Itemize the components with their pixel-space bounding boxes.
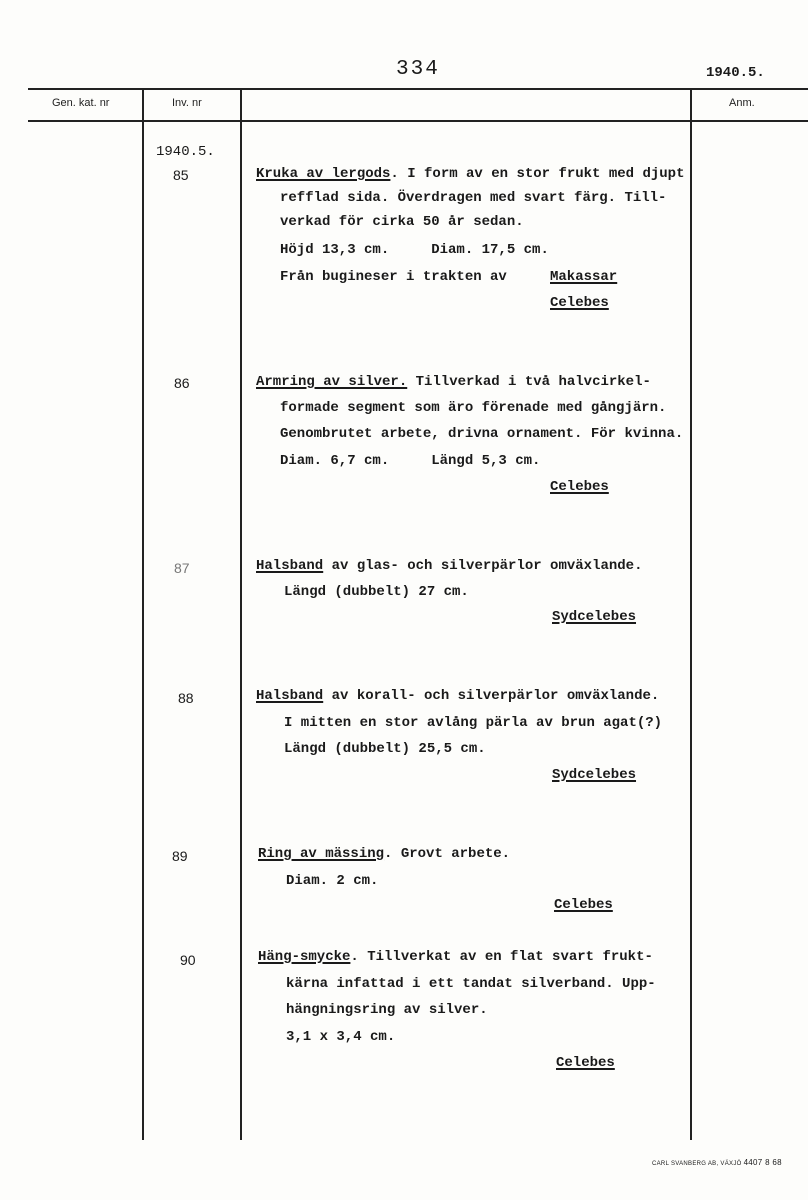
column-header-anm: Anm. — [729, 97, 755, 109]
entry-line: hängningsring av silver. — [286, 1002, 488, 1018]
inventory-number: 86 — [174, 375, 190, 391]
column-header-inv-nr: Inv. nr — [172, 97, 202, 109]
form-code: 4407 8 68 — [743, 1158, 782, 1167]
inventory-number: 85 — [173, 167, 189, 183]
printer-name: CARL SVANBERG AB, VÄXJÖ — [652, 1161, 742, 1167]
entry-line: formade segment som äro förenade med gångjärn. — [280, 400, 667, 416]
entry-line: Höjd 13,3 cm. Diam. 17,5 cm. — [280, 242, 549, 258]
inventory-number: 89 — [172, 848, 188, 864]
entry-region: Sydcelebes — [552, 609, 637, 625]
entry-title-line — [256, 555, 642, 578]
entry-line: verkad för cirka 50 år sedan. — [280, 214, 524, 230]
series-label: 1940.5. — [156, 144, 215, 160]
entry-title-rest: . I form av en stor frukt med djupt — [390, 166, 685, 182]
entry-title: Halsband — [256, 688, 324, 704]
page-number: 334 — [396, 58, 440, 81]
entry-title-line — [258, 843, 510, 866]
entry-title: Häng-smycke — [258, 949, 351, 965]
entry-title-line — [256, 371, 651, 394]
entry-line: Längd (dubbelt) 27 cm. — [284, 584, 469, 600]
entry-line: Diam. 2 cm. — [286, 873, 379, 889]
entry-title-line — [256, 685, 659, 708]
entry-line: kärna infattad i ett tandat silverband. Upp- — [286, 976, 656, 992]
entry-title-line — [256, 163, 684, 186]
entry-title-line — [258, 946, 653, 969]
entry-title-rest: av glas- och silverpärlor omväxlande. — [323, 558, 643, 574]
entry-place: Makassar — [550, 269, 618, 285]
entry-region: Celebes — [556, 1055, 615, 1071]
entry-line: Genombrutet arbete, drivna ornament. För kvinna. — [280, 426, 684, 442]
column-divider-3 — [690, 88, 692, 1140]
page-year: 1940.5. — [706, 65, 765, 81]
printer-imprint — [652, 1158, 782, 1167]
column-header-gen-kat-nr: Gen. kat. nr — [52, 97, 110, 109]
entry-line: I mitten en stor avlång pärla av brun agat(?) — [284, 715, 663, 731]
entry-region: Celebes — [550, 295, 609, 311]
entry-title-rest: . Tillverkat av en flat svart frukt- — [350, 949, 653, 965]
column-divider-2 — [240, 88, 242, 1140]
entry-title: Ring av mässing — [258, 846, 385, 862]
entry-title-rest: av korall- och silverpärlor omväxlande. — [323, 688, 660, 704]
entry-line: Diam. 6,7 cm. Längd 5,3 cm. — [280, 453, 541, 469]
inventory-number: 88 — [178, 690, 194, 706]
entry-line: Längd (dubbelt) 25,5 cm. — [284, 741, 486, 757]
entry-line: 3,1 x 3,4 cm. — [286, 1029, 396, 1045]
entry-line: refflad sida. Överdragen med svart färg. Till- — [280, 190, 667, 206]
entry-region: Celebes — [550, 479, 609, 495]
column-divider-1 — [142, 88, 144, 1140]
entry-title-rest: Tillverkad i två halvcirkel- — [407, 374, 651, 390]
entry-title-rest: . Grovt arbete. — [384, 846, 511, 862]
inventory-number: 90 — [180, 952, 196, 968]
entry-title: Armring av silver. — [256, 374, 408, 390]
entry-line: Från bugineser i trakten av — [280, 269, 507, 285]
entry-title: Kruka av lergods — [256, 166, 391, 182]
entry-title: Halsband — [256, 558, 324, 574]
entry-region: Sydcelebes — [552, 767, 637, 783]
inventory-number: 87 — [174, 560, 190, 576]
entry-region: Celebes — [554, 897, 613, 913]
